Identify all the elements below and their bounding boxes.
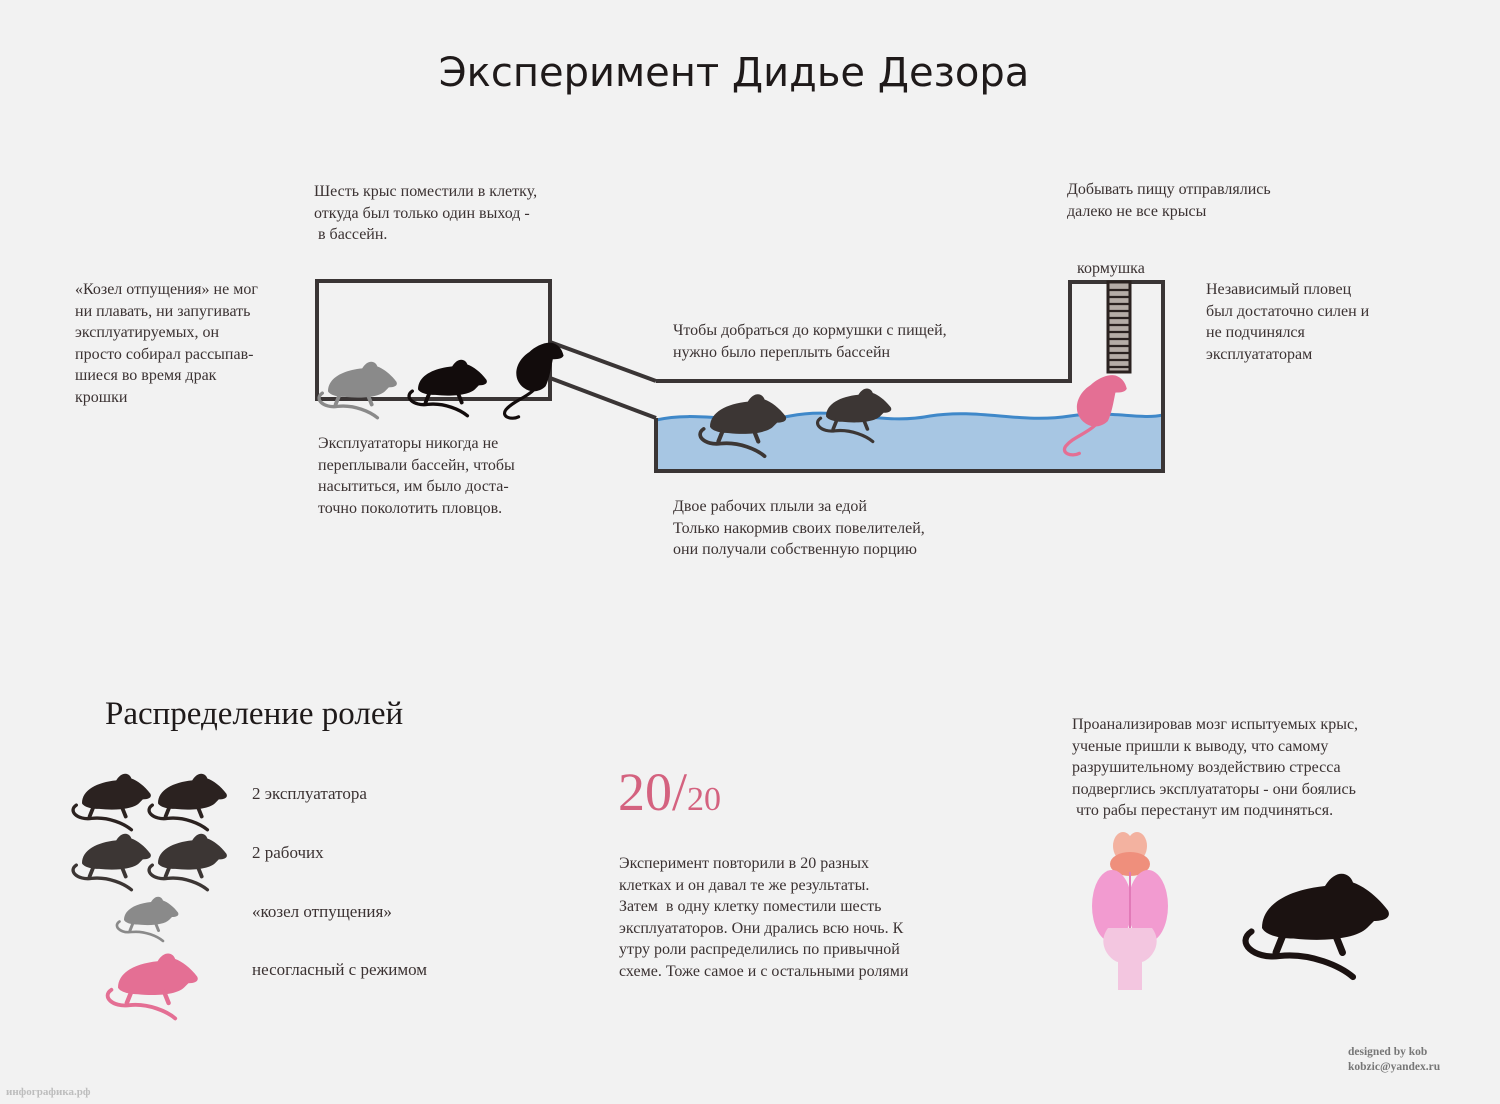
dissenter-icon xyxy=(108,954,198,1019)
exploiter-icon xyxy=(73,774,151,830)
exploiter-large-rat-icon xyxy=(1246,874,1389,977)
brain-icon xyxy=(1092,832,1168,990)
role-label-scapegoat: «козел отпущения» xyxy=(252,902,392,921)
role-label-exploiters: 2 эксплуататора xyxy=(252,784,367,803)
scapegoat-rat-icon xyxy=(319,362,397,418)
exploiter-icon xyxy=(149,774,227,830)
watermark: инфографика.рф xyxy=(6,1086,91,1098)
worker-icon xyxy=(149,834,227,890)
exploiter-rat-icon xyxy=(409,360,487,416)
repeat-score xyxy=(618,762,721,830)
brain-analysis-text: Проанализировав мозг испытуемых крыс, ученые пришли к выводу, что самому разрушительному воздействию стресса подверглись эксплуататоры - они боялись что рабы перестанут им подчиняться. xyxy=(1072,716,1359,819)
scapegoat-icon xyxy=(117,897,178,941)
pool-text: Чтобы добраться до кормушки с пищей, нужно было переплыть бассейн xyxy=(673,322,947,361)
score-small: 20 xyxy=(687,781,722,818)
exploiters-text: Эксплуататоры никогда не переплывали бассейн, чтобы насытиться, им было доста- точно поколотить пловцов. xyxy=(318,435,515,517)
cage-intro-text: Шесть крыс поместили в клетку, откуда был только один выход - в бассейн. xyxy=(314,183,538,243)
tunnel-top xyxy=(550,342,656,381)
feeder-label: кормушка xyxy=(1077,260,1145,277)
role-label-dissenter: несогласный с режимом xyxy=(252,960,428,979)
workers-text: Двое рабочих плыли за едой Только накормив своих повелителей, они получали собственную порцию xyxy=(673,498,925,558)
repeat-text: Эксперимент повторили в 20 разных клетках и он давал те же результаты. Затем в одну клетку поместили шесть эксплуататоров. Они дрались всю ночь. К утру роли распределились по привычной схеме. Тоже самое и с остальными ролями xyxy=(619,855,909,980)
designer-credit: designed by kob kobzic@yandex.ru xyxy=(1348,1046,1441,1073)
scapegoat-text: «Козел отпущения» не мог ни плавать, ни запугивать эксплуатируемых, он просто собирал рассыпав- шиеся во время драк крошки xyxy=(75,281,258,406)
worker-icon xyxy=(73,834,151,890)
tunnel-bottom xyxy=(550,378,656,418)
score-big: 20/ xyxy=(618,762,688,822)
role-label-workers: 2 рабочих xyxy=(252,843,324,862)
page-title: Эксперимент Дидье Дезора xyxy=(438,50,1030,96)
feeder-ladder xyxy=(1108,282,1130,372)
roles-heading: Распределение ролей xyxy=(105,696,404,732)
independent-swimmer-text: Независимый пловец был достаточно силен и не подчинялся эксплуататорам xyxy=(1206,281,1370,363)
not-all-rats-text: Добывать пищу отправлялись далеко не все крысы xyxy=(1067,181,1271,220)
